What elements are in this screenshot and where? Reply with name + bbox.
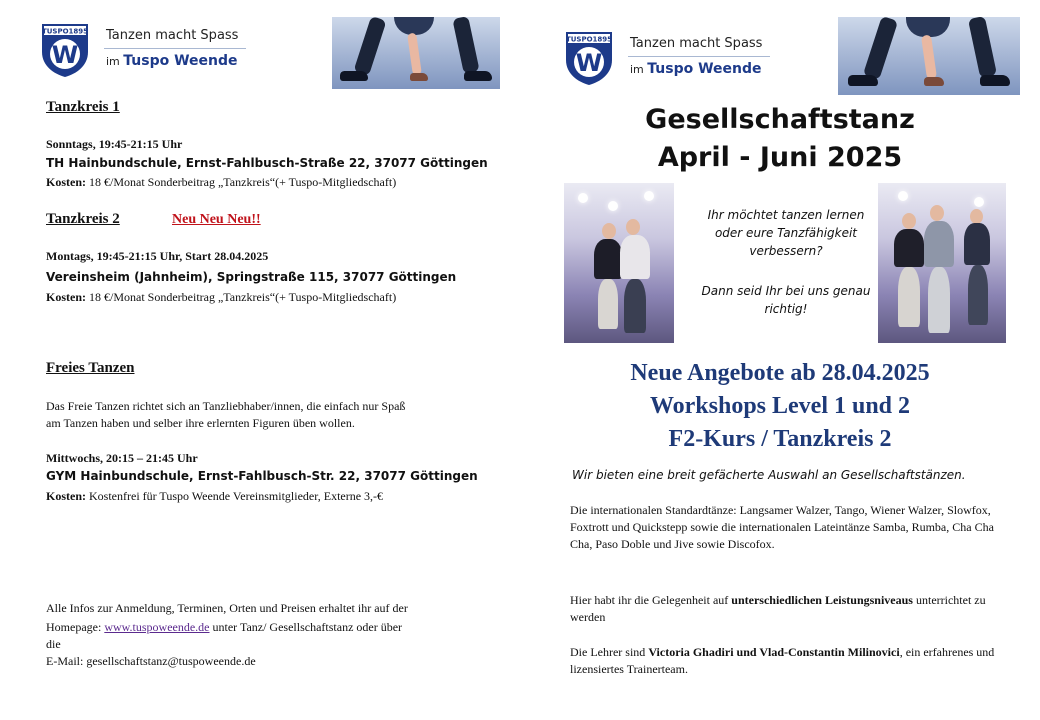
tanzkreis-1-cost: Kosten: 18 €/Monat Sonderbeitrag „Tanzkreis“(+ Tuspo-Mitgliedschaft) [46,175,397,189]
tanzkreis-2-cost: Kosten: 18 €/Monat Sonderbeitrag „Tanzkreis“(+ Tuspo-Mitgliedschaft) [46,290,397,304]
dancers-feet-photo [838,17,1020,95]
callout-question: Ihr möchtet tanzen lernen oder eure Tanzfähigkeit verbessern? [707,208,865,258]
tanzkreis-2-venue: Vereinsheim (Jahnheim), Springstraße 115, 37077 Göttingen [46,270,457,284]
freies-tanzen-desc-1: Das Freie Tanzen richtet sich an Tanzliebhaber/innen, die einfach nur Spaß [46,399,406,413]
logo-club-name: im Tuspo Weende [630,61,762,77]
teachers-paragraph: Die Lehrer sind Victoria Ghadiri und Vlad-Constantin Milinovici, ein erfahrenes und lizensiertes Trainerteam. [570,645,995,676]
dance-class-photo-left [564,183,674,343]
dancers-feet-photo [332,17,500,89]
homepage-link[interactable]: www.tuspoweende.de [104,620,210,634]
tanzkreis-1-venue: TH Hainbundschule, Ernst-Fahlbusch-Straße 22, 37077 Göttingen [46,156,488,170]
footer-info-line-3: die [46,637,61,651]
footer-info-line-2: Homepage: www.tuspoweende.de unter Tanz/ Gesellschaftstanz oder über [46,620,403,634]
tanzkreis-2-time: Montags, 19:45-21:15 Uhr, Start 28.04.2025 [46,249,269,263]
svg-text:TUSPO1895: TUSPO1895 [565,35,613,44]
freies-tanzen-venue: GYM Hainbundschule, Ernst-Fahlbusch-Str. 22, 37077 Göttingen [46,469,478,483]
offer-heading-3: F2-Kurs / Tanzkreis 2 [668,426,892,452]
tanzkreis-2-heading-row [46,210,261,228]
logo-tagline: Tanzen macht Spass [630,36,763,51]
svg-text:W: W [575,49,603,77]
page-subtitle-dates: April - Juni 2025 [657,142,903,173]
new-badge: Neu Neu Neu!! [172,212,261,227]
intro-line: Wir bieten eine breit gefächerte Auswahl an Gesellschaftstänzen. [572,468,966,482]
footer-info-line-1: Alle Infos zur Anmeldung, Terminen, Orten und Preisen erhaltet ihr auf der [46,601,408,615]
club-logo-right [564,30,774,90]
club-logo [40,22,250,82]
tanzkreis-1-heading: Tanzkreis 1 [46,99,120,115]
svg-text:W: W [51,41,79,69]
logo-club-name: im Tuspo Weende [106,53,238,69]
logo-tagline: Tanzen macht Spass [106,28,239,43]
offer-heading-1: Neue Angebote ab 28.04.2025 [630,360,930,386]
logo-divider [628,56,770,57]
svg-text:TUSPO1895: TUSPO1895 [41,27,89,36]
tanzkreis-1-time: Sonntags, 19:45-21:15 Uhr [46,137,183,151]
logo-divider [104,48,246,49]
freies-tanzen-cost: Kosten: Kostenfrei für Tuspo Weende Vereinsmitglieder, Externe 3,-€ [46,489,384,503]
right-page [520,0,1040,720]
levels-paragraph: Hier habt ihr die Gelegenheit auf unterschiedlichen Leistungsniveaus unterrichtet zu werden [570,593,986,624]
freies-tanzen-time: Mittwochs, 20:15 – 21:45 Uhr [46,451,198,465]
dance-class-photo-right [878,183,1006,343]
page-title: Gesellschaftstanz [645,104,915,135]
freies-tanzen-desc-2: am Tanzen haben und selber ihre erlernten Figuren üben wollen. [46,416,355,430]
freies-tanzen-heading: Freies Tanzen [46,360,135,376]
tuspo-shield-icon [564,30,614,86]
footer-email: E-Mail: gesellschaftstanz@tuspoweende.de [46,654,256,668]
offer-heading-2: Workshops Level 1 und 2 [649,393,911,419]
tuspo-shield-icon [40,22,90,78]
dances-paragraph: Die internationalen Standardtänze: Langsamer Walzer, Tango, Wiener Walzer, Slowfox, Foxtrott und Quickstepp sowie die internationalen Lateintänze Samba, Rumba, Cha Cha Cha, Paso Doble und Jive sowie Discofox. [570,503,994,551]
tanzkreis-2-heading: Tanzkreis 2 [46,211,120,227]
callout-answer: Dann seid Ihr bei uns genau richtig! [701,284,871,316]
